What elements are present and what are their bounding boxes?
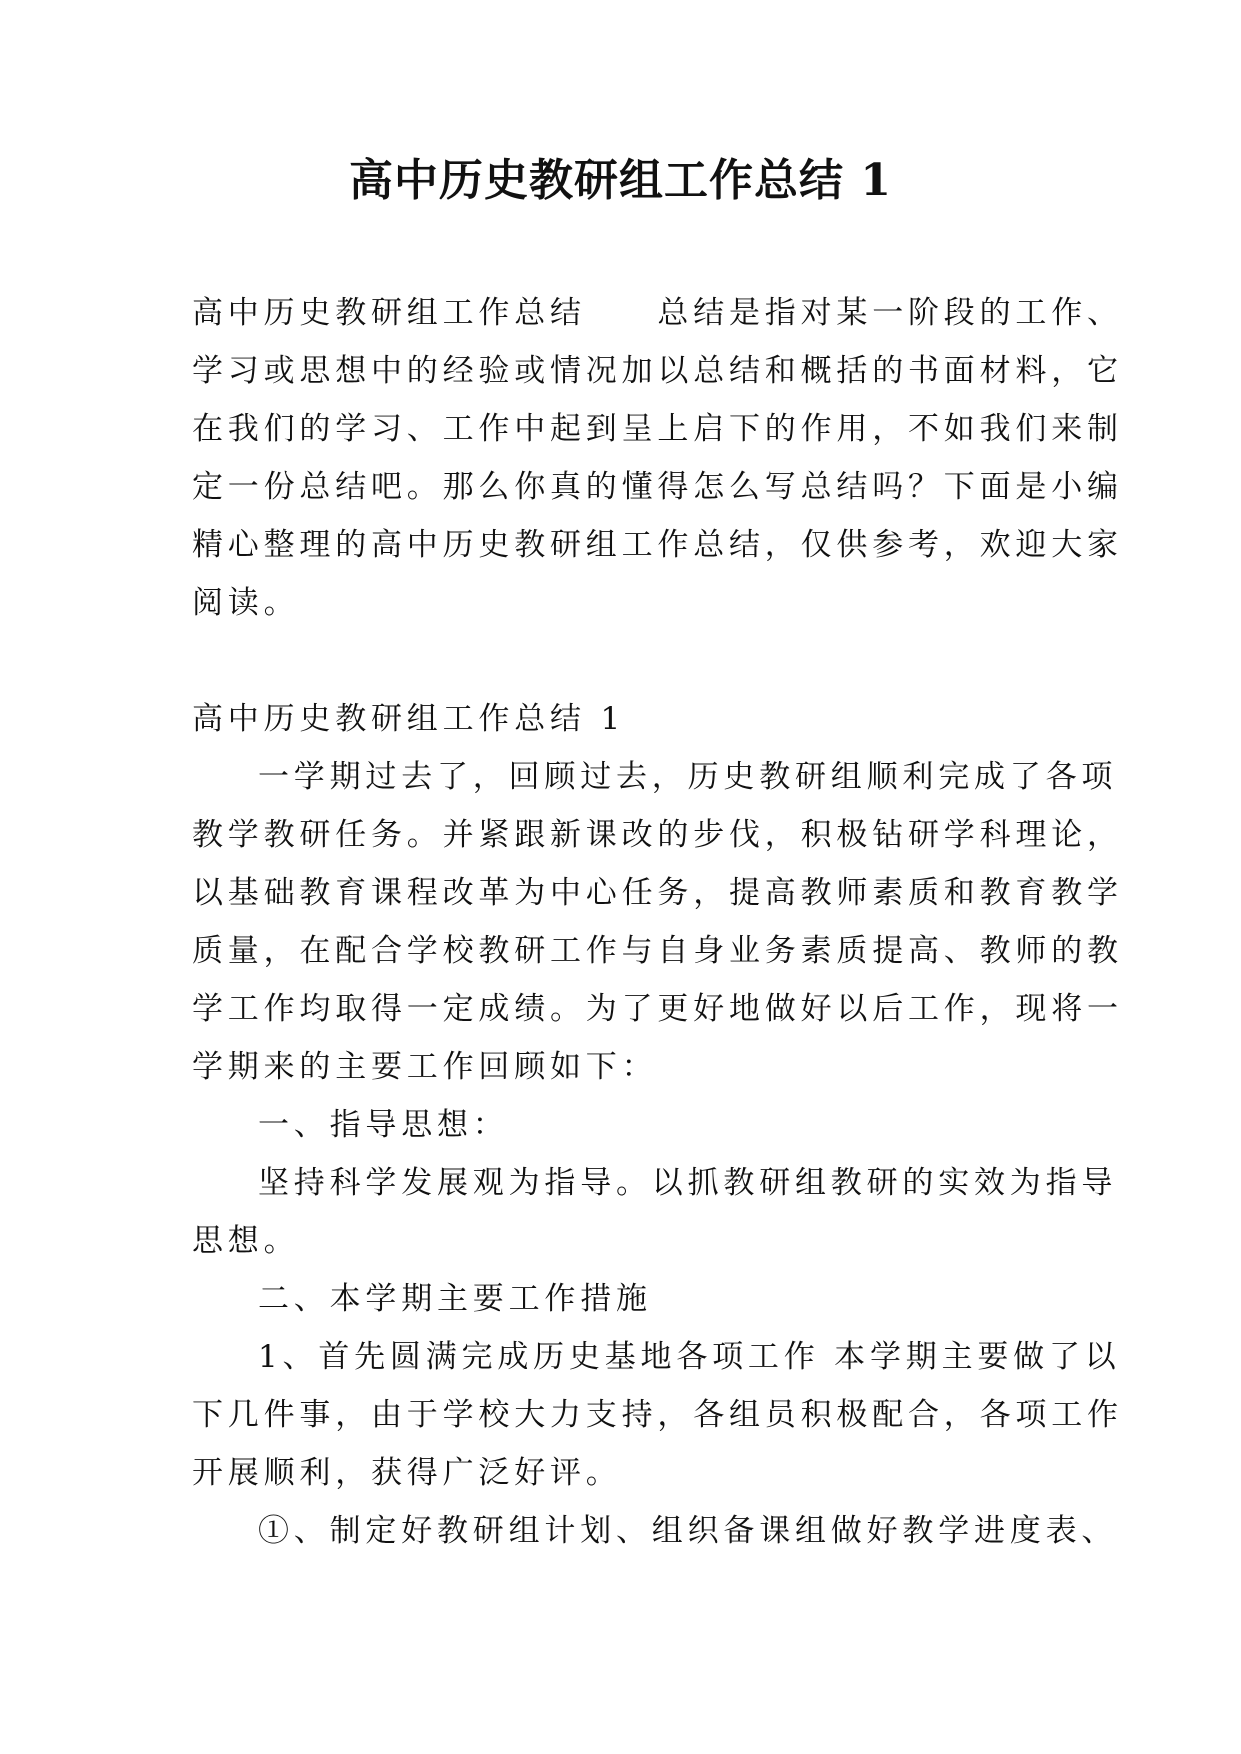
paragraph-line: 下几件事，由于学校大力支持，各组员积极配合，各项工作: [192, 1397, 1123, 1433]
document-title: 高中历史教研组工作总结 1: [349, 155, 892, 206]
paragraph-line: 学期来的主要工作回顾如下：: [192, 1049, 658, 1085]
paragraph-line: 坚持科学发展观为指导。以抓教研组教研的实效为指导: [258, 1165, 1118, 1201]
document-body: [192, 284, 1123, 1560]
intro-line: 阅读。: [192, 585, 300, 621]
subheading-guiding-thought: 一、指导思想：: [258, 1107, 509, 1143]
intro-line: 定一份总结吧。那么你真的懂得怎么写总结吗？下面是小编: [192, 469, 1123, 505]
paragraph-line: 教学教研任务。并紧跟新课改的步伐，积极钻研学科理论，: [192, 817, 1123, 853]
paragraph-line: 思想。: [192, 1223, 300, 1259]
paragraph-gap: [192, 632, 1072, 690]
section-heading: 高中历史教研组工作总结 1: [192, 701, 625, 737]
paragraph-line: 开展顺利，获得广泛好评。: [192, 1455, 622, 1491]
paragraph-line: 以基础教育课程改革为中心任务，提高教师素质和教育教学: [192, 875, 1123, 911]
paragraph-line: ①、制定好教研组计划、组织备课组做好教学进度表、: [258, 1513, 1118, 1549]
intro-line: 在我们的学习、工作中起到呈上启下的作用，不如我们来制: [192, 411, 1123, 447]
intro-line: 精心整理的高中历史教研组工作总结，仅供参考，欢迎大家: [192, 527, 1123, 563]
intro-line: 高中历史教研组工作总结 总结是指对某一阶段的工作、: [192, 295, 1123, 331]
subheading-work-measures: 二、本学期主要工作措施: [258, 1281, 652, 1317]
paragraph-line: 学工作均取得一定成绩。为了更好地做好以后工作，现将一: [192, 991, 1123, 1027]
paragraph-line: 一学期过去了，回顾过去，历史教研组顺利完成了各项: [258, 759, 1118, 795]
intro-line: 学习或思想中的经验或情况加以总结和概括的书面材料，它: [192, 353, 1123, 389]
paragraph-line: 1、首先圆满完成历史基地各项工作 本学期主要做了以: [258, 1339, 1121, 1375]
paragraph-line: 质量，在配合学校教研工作与自身业务素质提高、教师的教: [192, 933, 1123, 969]
